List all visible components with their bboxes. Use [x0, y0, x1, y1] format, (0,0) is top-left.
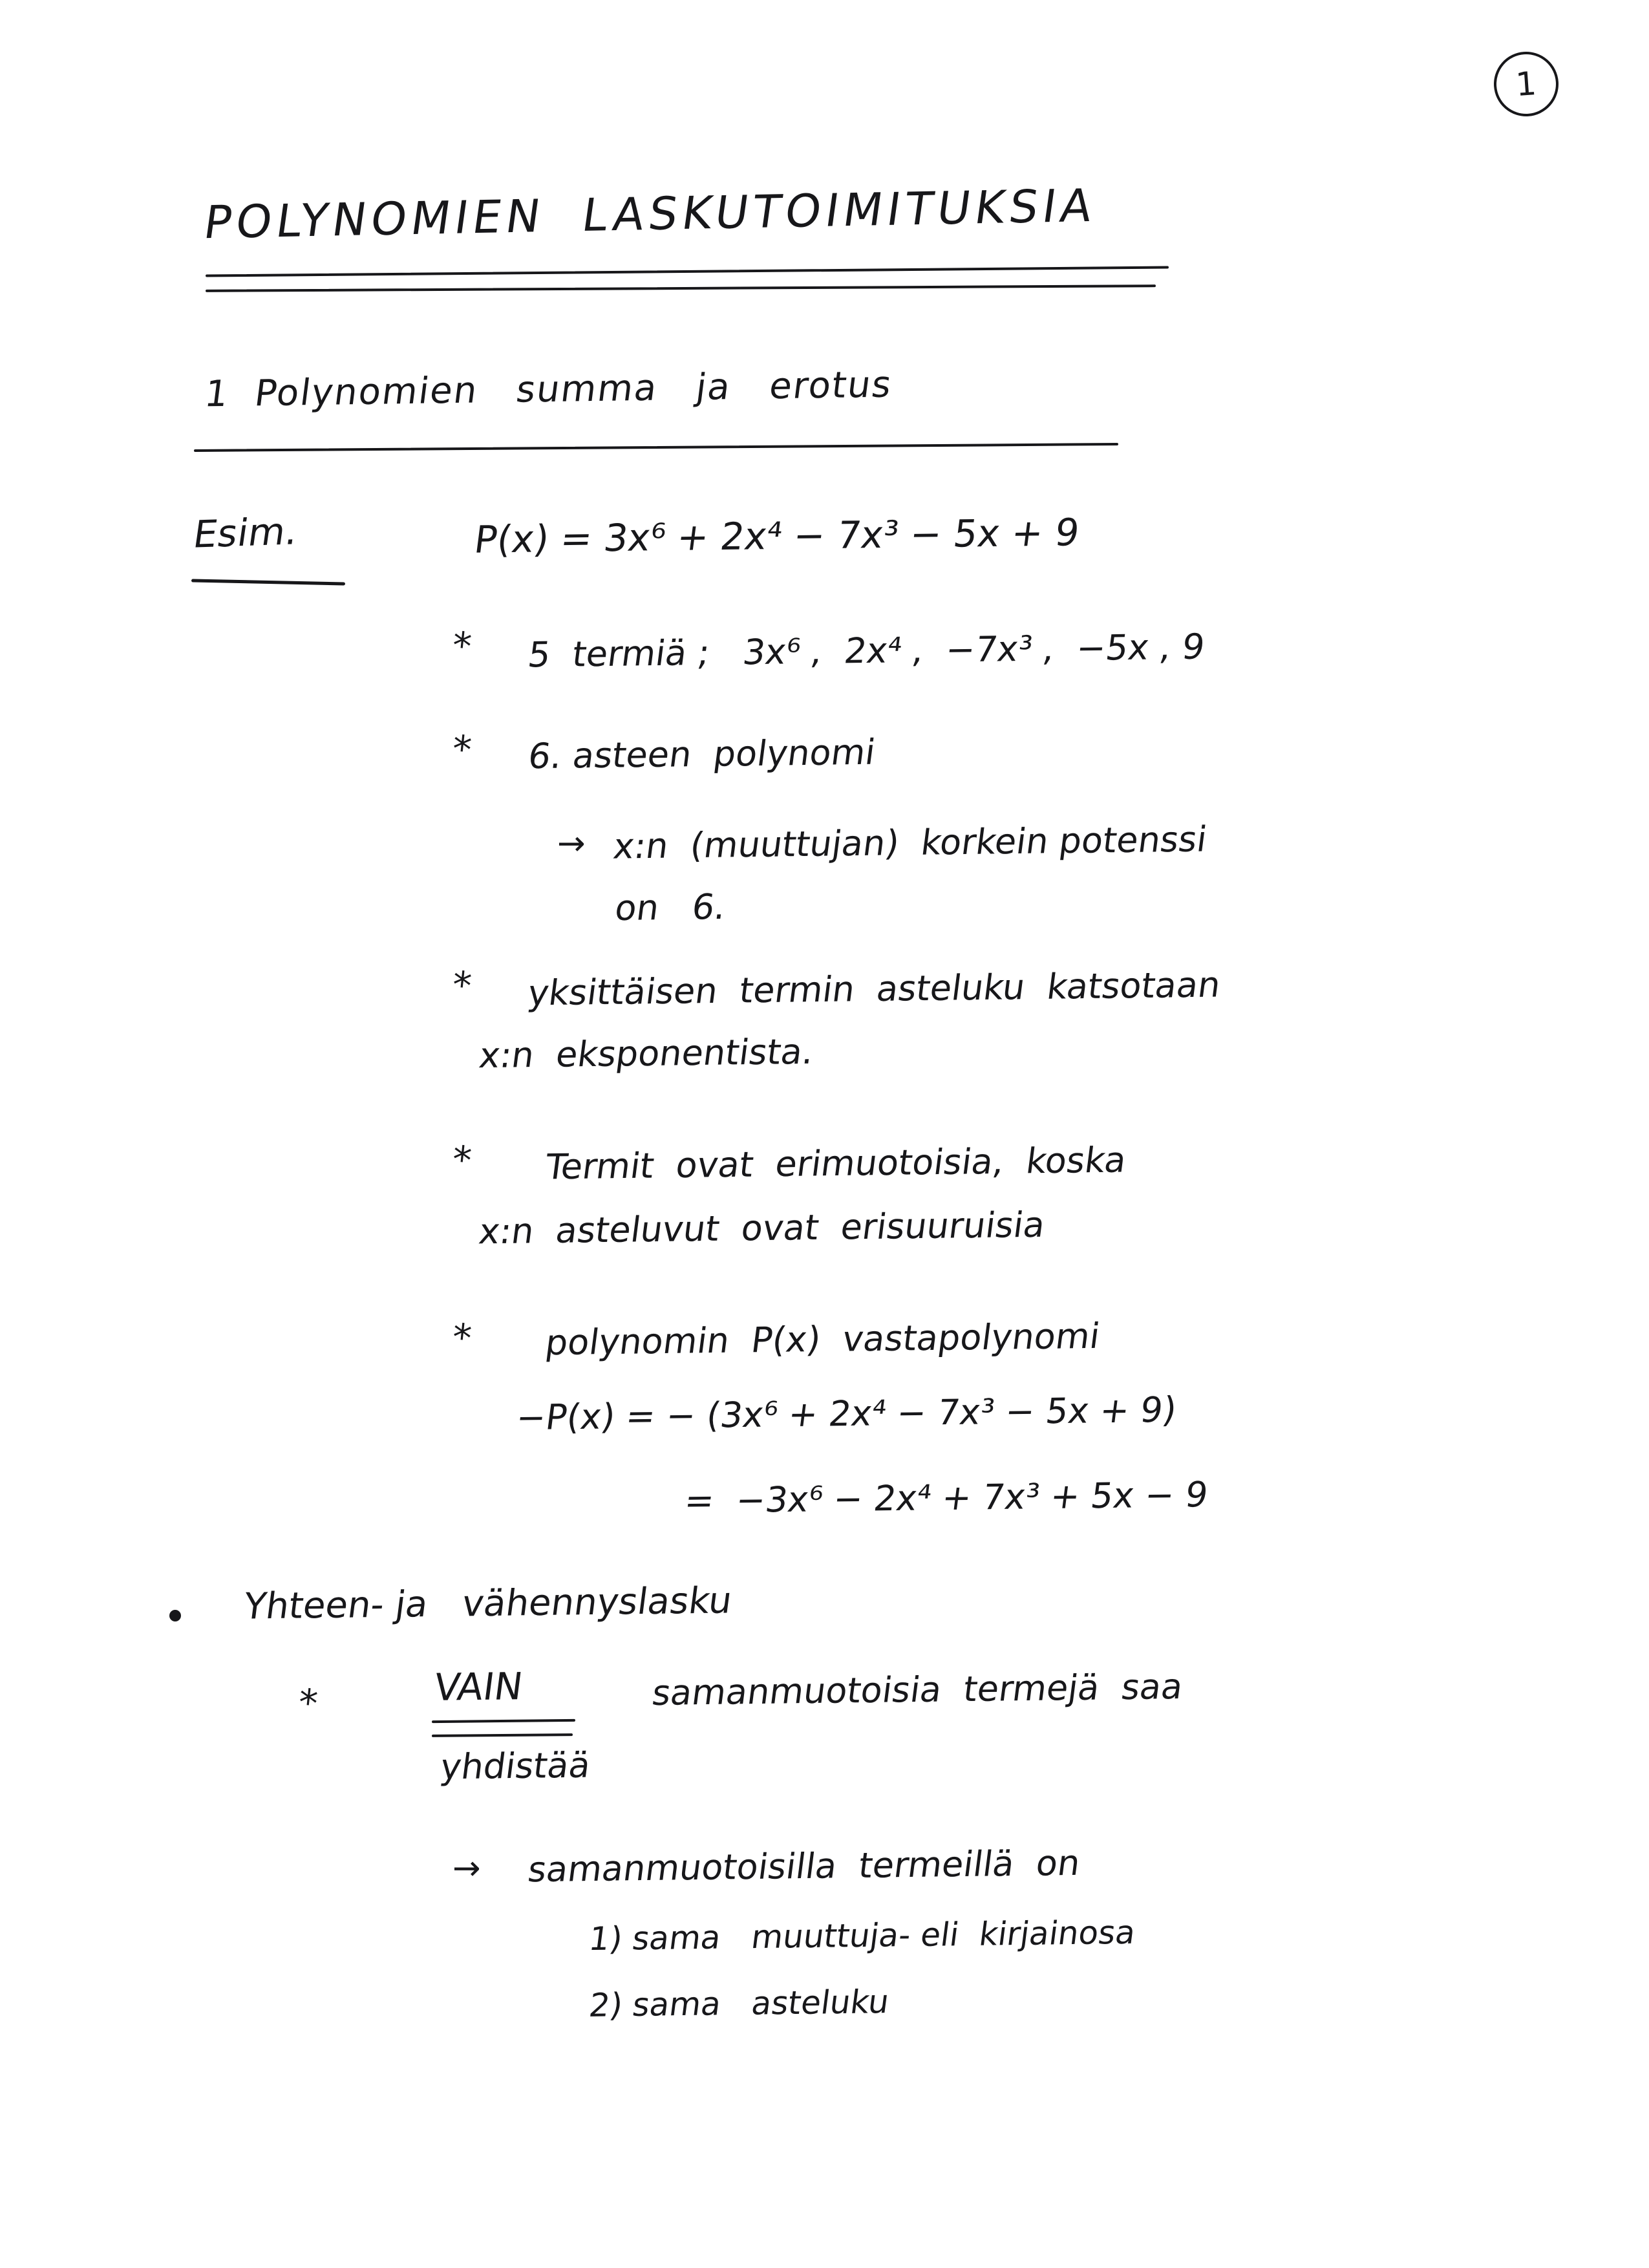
- title-underline-bottom: [206, 284, 1156, 292]
- bullet-marker-star: *: [450, 623, 474, 669]
- example-label-underline: [191, 579, 345, 586]
- bullet-dot-marker: [169, 1610, 181, 1621]
- bullet-text-degree: 6. asteen polynomi: [526, 731, 878, 777]
- section-heading-underline: [194, 443, 1118, 452]
- bullet-text-different-forms: Termit ovat erimuotoisia, koska: [543, 1139, 1129, 1188]
- equation-opposite-expanded: = −3x⁶ − 2x⁴ + 7x³ + 5x − 9: [682, 1474, 1211, 1521]
- bullet-marker-star-5: *: [450, 1314, 474, 1361]
- lower-sub-text: samanmuotoisia termejä saa: [650, 1665, 1186, 1714]
- bullet-text-opposite-polynomial: polynomin P(x) vastapolynomi: [543, 1315, 1103, 1364]
- lower-bullet-text: Yhteen- ja vähennyslasku: [241, 1579, 735, 1628]
- title-underline-top: [206, 266, 1169, 277]
- emphasis-underline-1: [432, 1719, 575, 1723]
- section-heading: 1 Polynomien summa ja erotus: [202, 363, 895, 416]
- bullet-marker-star-2: *: [450, 726, 474, 773]
- bullet-marker-star-3: *: [450, 962, 474, 1009]
- numbered-item-2: 2) sama asteluku: [586, 1983, 891, 2024]
- page-number: 1: [1492, 50, 1561, 119]
- bullet-text-different-degrees: x:n asteluvut ovat erisuuruisia: [476, 1204, 1048, 1252]
- arrow-marker-2: →: [452, 1849, 482, 1888]
- emphasis-word-vain: VAIN: [431, 1664, 526, 1709]
- emphasis-underline-2: [432, 1733, 573, 1737]
- example-label: Esim.: [190, 509, 301, 557]
- page-title: POLYNOMIEN LASKUTOIMITUKSIA: [200, 178, 1100, 250]
- bullet-marker-star-4: *: [450, 1137, 474, 1183]
- bullet-text-highest-power: x:n (muuttujan) korkein potenssi: [611, 818, 1209, 867]
- bullet-text-term-degree: yksittäisen termin asteluku katsotaan: [526, 964, 1223, 1014]
- arrow-marker-1: →: [557, 824, 586, 863]
- arrow-text-similar-terms: samanmuotoisilla termeillä on: [526, 1842, 1083, 1890]
- polynomial-definition: P(x) = 3x⁶ + 2x⁴ − 7x³ − 5x + 9: [471, 510, 1082, 562]
- equation-opposite-polynomial: −P(x) = − (3x⁶ + 2x⁴ − 7x³ − 5x + 9): [514, 1389, 1179, 1439]
- bullet-text-exponent: x:n eksponentista.: [476, 1031, 816, 1076]
- numbered-item-1: 1) sama muuttuja- eli kirjainosa: [586, 1913, 1138, 1958]
- lower-bullet-marker-star: *: [296, 1680, 320, 1726]
- bullet-text-terms: 5 termiä ; 3x⁶ , 2x⁴ , −7x³ , −5x , 9: [526, 626, 1207, 676]
- bullet-text-on-6: on 6.: [612, 886, 729, 929]
- lower-sub-text-2: yhdistää: [438, 1744, 593, 1788]
